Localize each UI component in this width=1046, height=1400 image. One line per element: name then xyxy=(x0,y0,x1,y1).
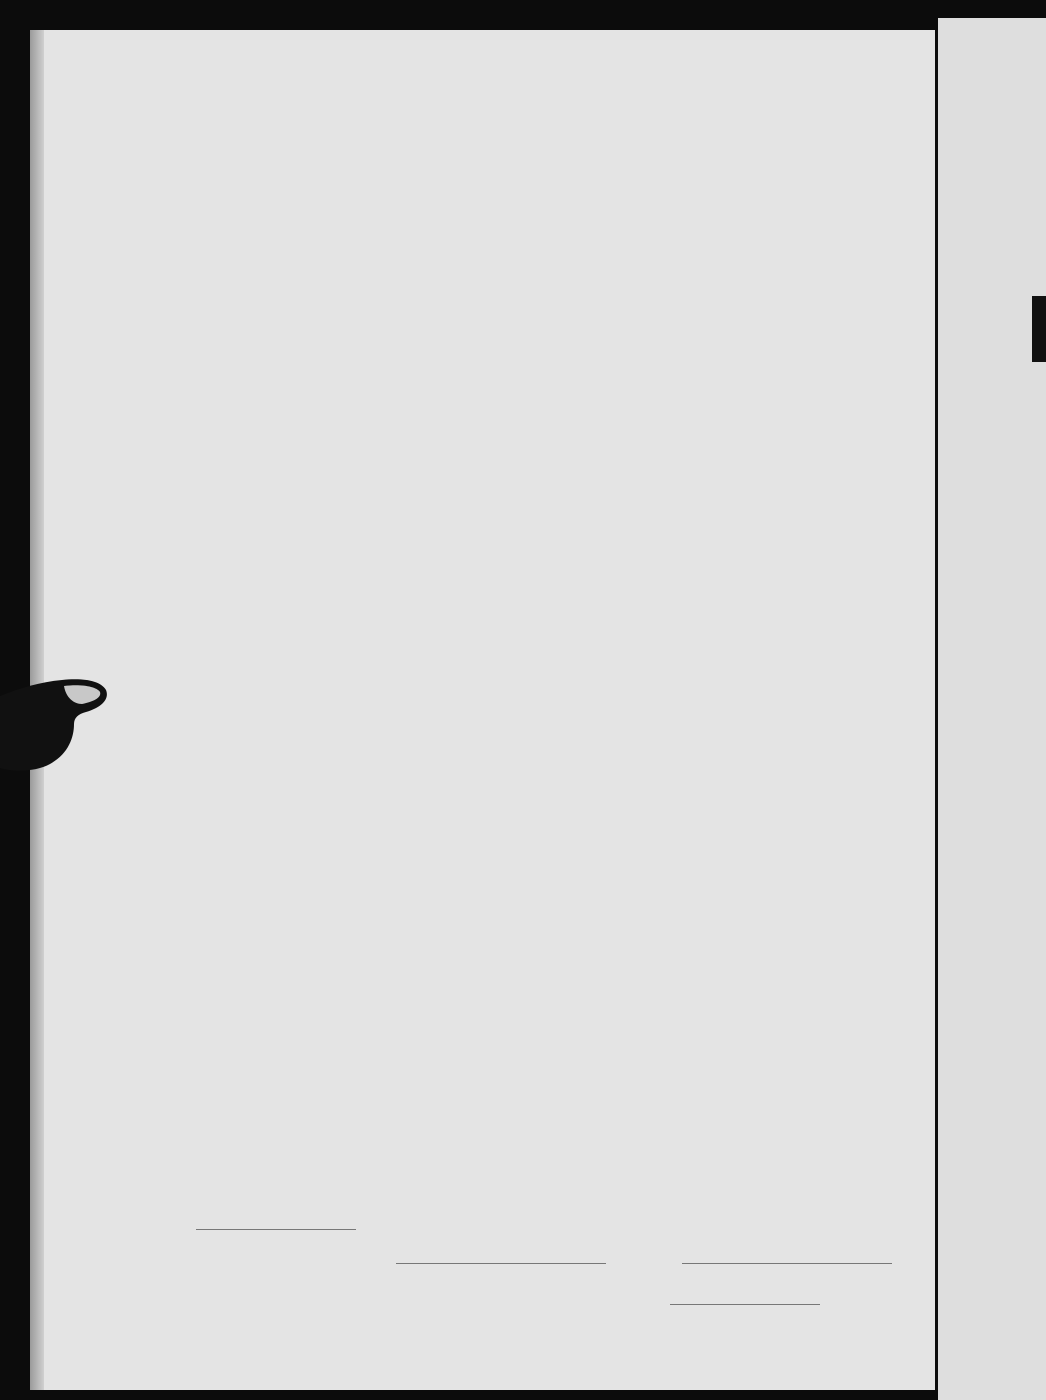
pointing-finger-icon xyxy=(0,676,108,772)
right-page-mark xyxy=(1032,296,1046,362)
ledger-page xyxy=(30,30,935,1390)
right-page-edge xyxy=(938,18,1046,1400)
